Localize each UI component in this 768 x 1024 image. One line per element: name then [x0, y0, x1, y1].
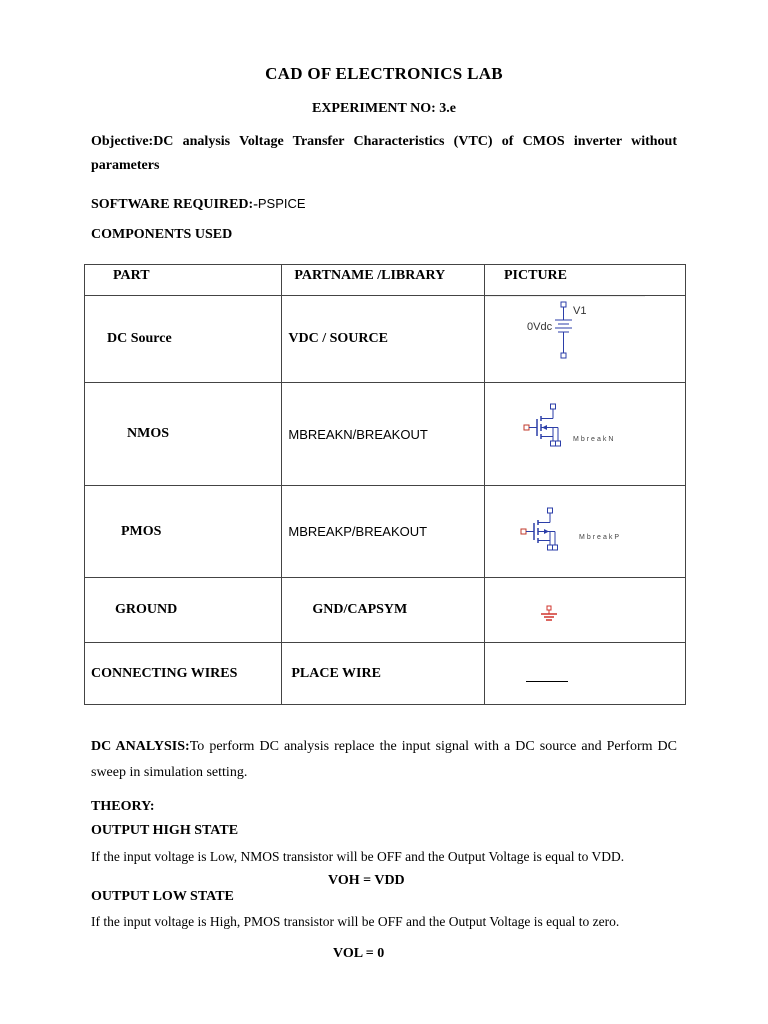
software-required	[91, 192, 677, 217]
components-table	[84, 264, 686, 705]
dc-analysis	[91, 734, 677, 786]
table-row	[85, 383, 686, 486]
header-picture: PICTURE	[504, 268, 568, 283]
table-row	[85, 643, 686, 705]
components-heading: COMPONENTS USED	[91, 227, 233, 242]
output-low-heading: OUTPUT LOW STATE	[91, 889, 234, 904]
software-value: PSPICE	[257, 196, 306, 211]
output-high-text: If the input voltage is Low, NMOS transistor will be OFF and the Output Voltage is equal to VDD.	[91, 849, 625, 864]
part-cell: GROUND	[115, 602, 178, 617]
wire-symbol	[526, 669, 568, 682]
ground-symbol	[485, 578, 685, 642]
library-cell: GND/CAPSYM	[312, 602, 408, 617]
output-low-text: If the input voltage is High, PMOS transistor will be OFF and the Output Voltage is equal to zero.	[91, 914, 620, 929]
table-row	[85, 296, 686, 383]
experiment-number: EXPERIMENT NO: 3.e	[311, 101, 457, 116]
library-cell: MBREAKP/BREAKOUT	[288, 524, 428, 539]
software-label: SOFTWARE REQUIRED:-	[91, 197, 258, 212]
library-cell: PLACE WIRE	[291, 665, 381, 681]
voh-equation: VOH = VDD	[328, 873, 405, 888]
part-cell: CONNECTING WIRES	[91, 665, 238, 681]
pmos-label: MbreakP	[579, 534, 622, 541]
table-header-row	[85, 265, 686, 296]
library-cell: MBREAKN/BREAKOUT	[288, 426, 428, 442]
dc-analysis-label: DC ANALYSIS:	[91, 739, 190, 754]
pmos-symbol	[485, 486, 685, 577]
dc-source-symbol	[485, 296, 685, 382]
page-title: CAD OF ELECTRONICS LAB	[265, 64, 503, 83]
header-part: PART	[113, 268, 150, 283]
library-cell: VDC / SOURCE	[288, 331, 388, 346]
header-library: PARTNAME /LIBRARY	[294, 268, 446, 283]
table-row	[85, 486, 686, 578]
dc-analysis-text: To perform DC analysis replace the input signal with a DC source and Perform DC sweep in simulation setting.	[91, 739, 678, 780]
output-high-heading: OUTPUT HIGH STATE	[91, 823, 239, 838]
vdc-value-label: 0Vdc	[527, 321, 553, 333]
part-cell: DC Source	[107, 331, 172, 346]
part-cell: PMOS	[121, 523, 162, 539]
nmos-symbol	[485, 383, 685, 485]
objective: Objective:DC analysis Voltage Transfer Characteristics (VTC) of CMOS inverter without parameters	[91, 134, 677, 173]
theory-heading: THEORY:	[91, 799, 155, 814]
vol-equation: VOL = 0	[333, 946, 385, 961]
part-cell: NMOS	[127, 426, 169, 441]
nmos-label: MbreakN	[573, 436, 616, 443]
vdc-name-label: V1	[573, 305, 587, 317]
table-row	[85, 578, 686, 643]
